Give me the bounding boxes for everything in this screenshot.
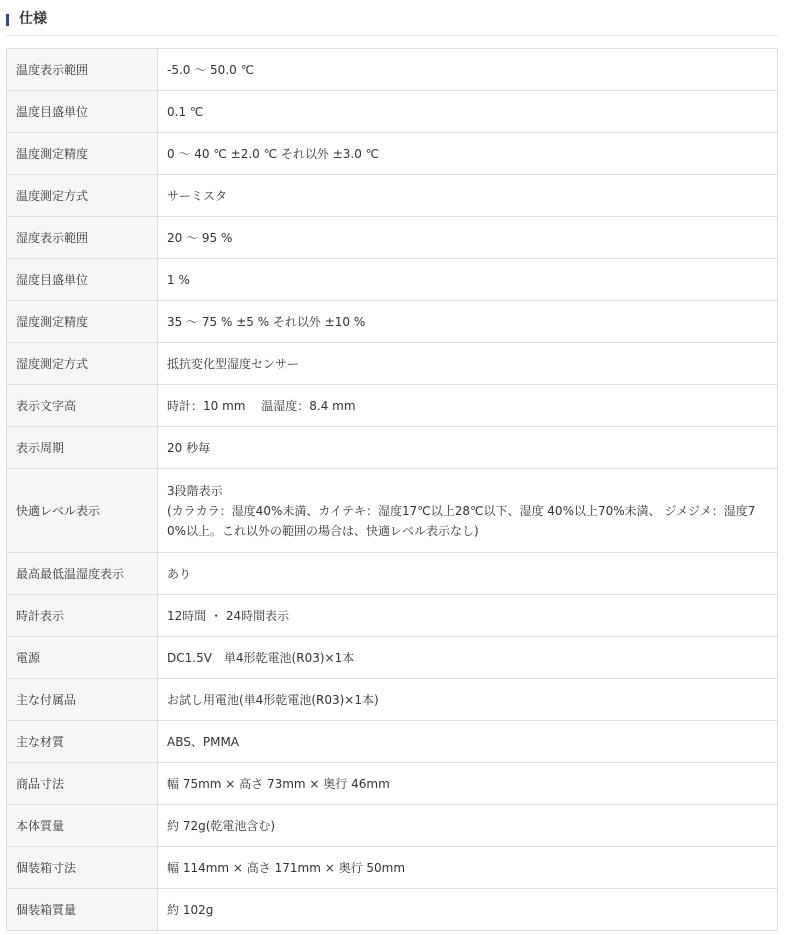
- row-label: 商品寸法: [7, 763, 158, 805]
- row-label: 湿度表示範囲: [7, 217, 158, 259]
- row-value: 0 ～ 40 ℃ ±2.0 ℃ それ以外 ±3.0 ℃: [158, 133, 778, 175]
- table-row: [7, 469, 778, 553]
- table-row: [7, 763, 778, 805]
- row-label: 時計表示: [7, 595, 158, 637]
- table-row: [7, 49, 778, 91]
- row-value: 20 秒毎: [158, 427, 778, 469]
- row-value-line: (カラカラ：湿度40%未満、カイテキ：湿度17℃以上28℃以下、湿度 40%以上70%未満、 ジメジメ：湿度70%以上。これ以外の範囲の場合は、快適レベル表示なし): [167, 503, 756, 538]
- row-value: [158, 469, 778, 553]
- row-value: ABS、PMMA: [158, 721, 778, 763]
- table-row: [7, 427, 778, 469]
- table-row: [7, 301, 778, 343]
- row-value: 約 102g: [158, 889, 778, 931]
- row-value: サーミスタ: [158, 175, 778, 217]
- row-value: 0.1 ℃: [158, 91, 778, 133]
- table-row: [7, 553, 778, 595]
- table-row: [7, 595, 778, 637]
- row-label: 快適レベル表示: [7, 469, 158, 553]
- row-value: 幅 114mm × 高さ 171mm × 奥行 50mm: [158, 847, 778, 889]
- row-label: 温度目盛単位: [7, 91, 158, 133]
- row-value: -5.0 ～ 50.0 ℃: [158, 49, 778, 91]
- row-label: 本体質量: [7, 805, 158, 847]
- table-row: [7, 805, 778, 847]
- section-title: 仕様: [19, 11, 47, 27]
- row-value: お試し用電池(単4形乾電池(R03)×1本): [158, 679, 778, 721]
- row-value: DC1.5V 単4形乾電池(R03)×1本: [158, 637, 778, 679]
- spec-table: [6, 48, 778, 931]
- row-label: 湿度目盛単位: [7, 259, 158, 301]
- row-label: 湿度測定精度: [7, 301, 158, 343]
- row-value: 約 72g(乾電池含む): [158, 805, 778, 847]
- row-label: 表示周期: [7, 427, 158, 469]
- table-row: [7, 91, 778, 133]
- row-label: 温度表示範囲: [7, 49, 158, 91]
- table-row: [7, 343, 778, 385]
- row-label: 湿度測定方式: [7, 343, 158, 385]
- table-row: [7, 133, 778, 175]
- section-header: [6, 6, 778, 36]
- row-value: 20 ～ 95 %: [158, 217, 778, 259]
- row-label: 表示文字高: [7, 385, 158, 427]
- row-value: あり: [158, 553, 778, 595]
- row-label: 電源: [7, 637, 158, 679]
- row-label: 温度測定方式: [7, 175, 158, 217]
- table-row: [7, 847, 778, 889]
- table-row: [7, 679, 778, 721]
- row-value-line: 3段階表示: [167, 483, 223, 498]
- row-label: 最高最低温湿度表示: [7, 553, 158, 595]
- row-value: 抵抗変化型湿度センサー: [158, 343, 778, 385]
- table-row: [7, 217, 778, 259]
- table-row: [7, 259, 778, 301]
- table-row: [7, 175, 778, 217]
- row-value: 12時間 ・ 24時間表示: [158, 595, 778, 637]
- table-row: [7, 637, 778, 679]
- row-value: 1 %: [158, 259, 778, 301]
- table-row: [7, 721, 778, 763]
- header-accent-bar: [6, 14, 9, 26]
- table-row: [7, 385, 778, 427]
- row-label: 個装箱質量: [7, 889, 158, 931]
- row-label: 個装箱寸法: [7, 847, 158, 889]
- row-label: 温度測定精度: [7, 133, 158, 175]
- table-row: [7, 889, 778, 931]
- row-label: 主な材質: [7, 721, 158, 763]
- row-value: 35 ～ 75 % ±5 % それ以外 ±10 %: [158, 301, 778, 343]
- row-label: 主な付属品: [7, 679, 158, 721]
- row-value: 幅 75mm × 高さ 73mm × 奥行 46mm: [158, 763, 778, 805]
- row-value: 時計：10 mm 温湿度：8.4 mm: [158, 385, 778, 427]
